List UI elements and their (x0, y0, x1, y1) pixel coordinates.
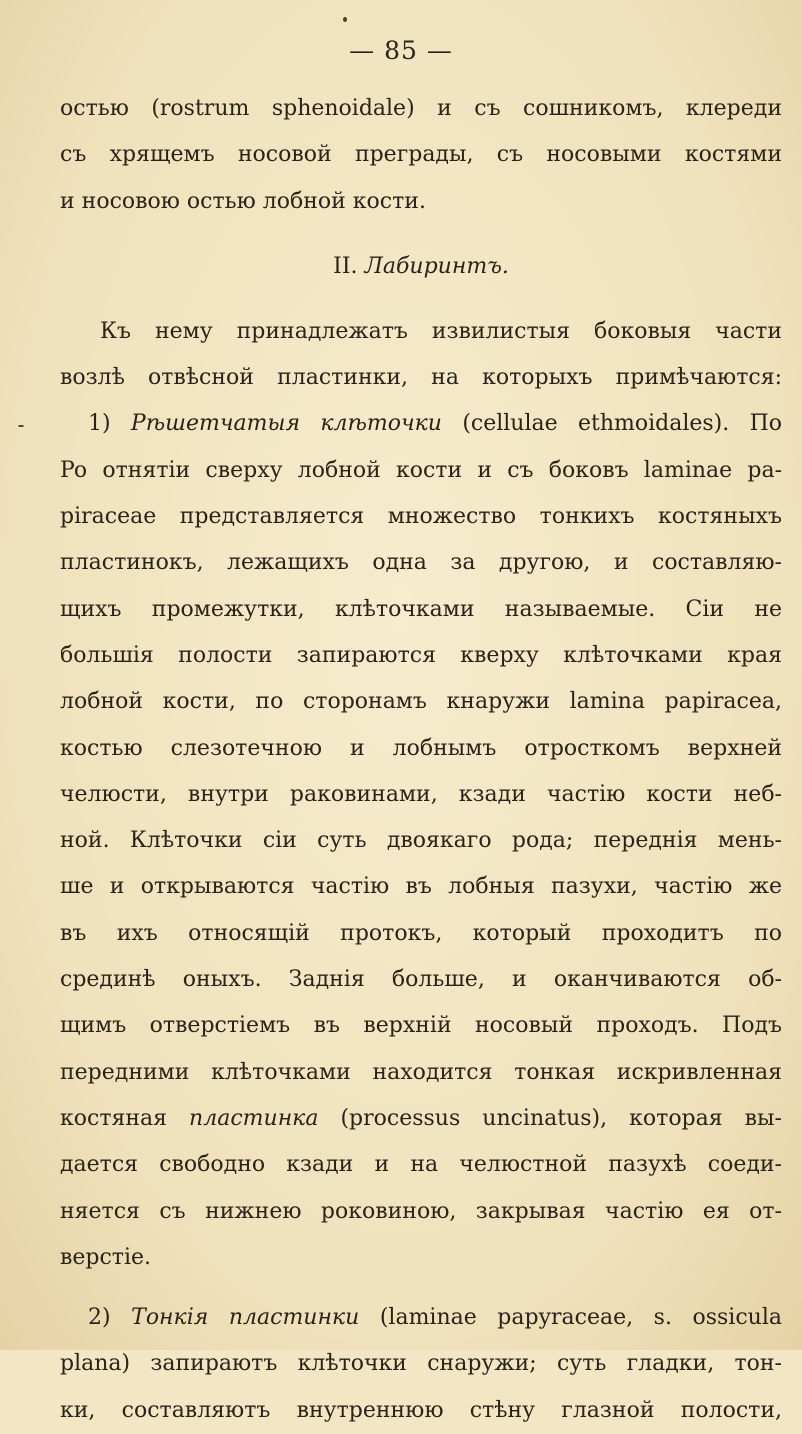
text-line: остью (rostrum sphenoidale) и съ сошникомъ, клереди (60, 96, 782, 121)
text-line: plana) запираютъ клѣточки снаружи; суть гладки, тон- (60, 1351, 782, 1377)
text-line: возлѣ отвѣсной пластинки, на которыхъ примѣчаются: (60, 365, 782, 391)
text-line: лобной кости, по сторонамъ кнаружи lamina papiracea, (60, 689, 782, 715)
item-term: Тонкія пластинки (131, 1305, 360, 1331)
plate-post: (processus uncinatus), которая вы- (340, 1105, 782, 1131)
text-line: передними клѣточками находится тонкая искривленная (60, 1059, 782, 1085)
text-line: няется съ нижнею роковиною, закрывая частію ея от- (60, 1198, 782, 1224)
plate-line (60, 1096, 782, 1142)
text-line: щимъ отверстіемъ въ верхній носовый проходъ. Подъ (60, 1013, 782, 1039)
section-heading (60, 239, 782, 295)
section-title: Лабиринтъ. (364, 253, 509, 279)
page-body (60, 86, 782, 1434)
item-tail: По (749, 411, 782, 437)
text-line: пластинокъ, лежащихъ одна за другою, и составляю- (60, 550, 782, 576)
text-line: щихъ промежутки, клѣточками называемые. Сіи не (60, 596, 782, 622)
text-line: дается свободно кзади и на челюстной пазухѣ соеди- (60, 1152, 782, 1178)
text-line: костью слезотечною и лобнымъ отросткомъ верхней (60, 735, 782, 761)
item-1-line (60, 401, 782, 447)
text-line: и носовою остью лобной кости. (60, 188, 426, 214)
text-line: большія полости запираются кверху клѣточками края (60, 642, 782, 668)
plate-pre: костяная (60, 1105, 168, 1131)
text-line: ной. Клѣточки сіи суть двоякаго рода; переднія мень- (60, 828, 782, 854)
text-line: съ хрящемъ носовой преграды, съ носовыми костями (60, 142, 782, 168)
item-latin: (laminae papyraceae, s. ossicula (379, 1305, 782, 1331)
text-line: челюсти, внутри раковинами, кзади частію кости неб- (60, 781, 782, 807)
item-number: 1) (88, 411, 111, 437)
section-number: II. (333, 253, 358, 279)
text-line: Къ нему принадлежатъ извилистыя боковыя части (100, 318, 782, 344)
item-2-line (60, 1295, 782, 1341)
ink-speck (343, 17, 347, 22)
text-line: ки, составляютъ внутреннюю стѣну глазной полости, (60, 1397, 782, 1423)
item-latin: (cellulae ethmoidales). (462, 411, 730, 437)
text-line: Po отнятіи сверху лобной кости и съ боковъ laminae pa- (60, 457, 782, 483)
plate-term: пластинка (189, 1105, 319, 1131)
item-term: Рѣшетчатыя клѣточки (130, 411, 442, 437)
text-line: ше и открываются частію въ лобныя пазухи, частію же (60, 874, 782, 900)
page-number: — 85 — (349, 36, 453, 65)
item-number: 2) (88, 1305, 111, 1331)
text-line: срединѣ оныхъ. Заднія больше, и оканчиваются об- (60, 967, 782, 993)
text-line: piraceae представляется множество тонкихъ костяныхъ (60, 504, 782, 530)
ink-speck (18, 425, 24, 427)
text-line: верстіе. (60, 1244, 152, 1270)
text-line: въ ихъ относящій протокъ, который проходитъ по (60, 920, 782, 946)
